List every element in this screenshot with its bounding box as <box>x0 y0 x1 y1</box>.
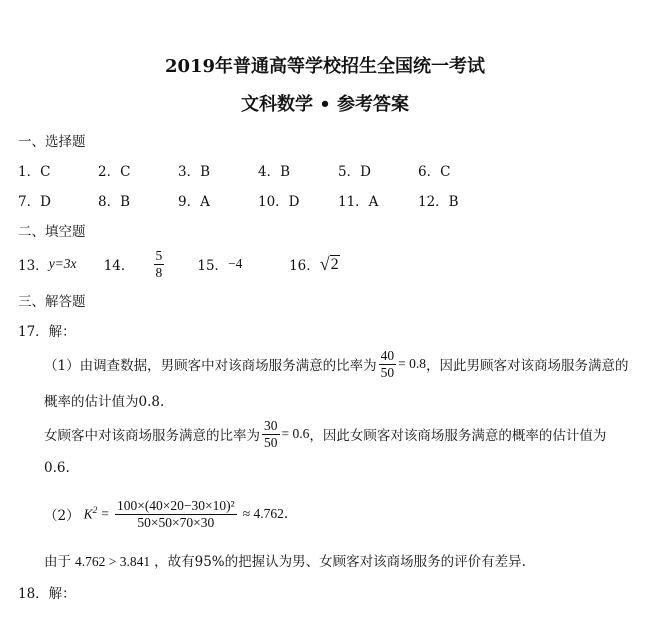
chi-square-result: ≈ 4.762 <box>242 506 284 521</box>
q18-label: 18．解： <box>18 586 76 602</box>
q17-part1-value: = 0.8 <box>398 356 426 371</box>
chi-square-denominator: 50×50×70×30 <box>137 514 215 530</box>
k-exponent: 2 <box>92 505 98 516</box>
q13-number: 13． <box>18 258 49 274</box>
q17-part1b-line <box>44 414 606 454</box>
q17-part1-line <box>44 344 628 384</box>
q17-part2-conclusion <box>44 550 526 570</box>
chi-square-numerator: 100×(40×20−30×10)² <box>116 497 235 513</box>
q17-part1b-value: = 0.6 <box>281 426 310 441</box>
q17-part1-fraction <box>379 348 397 380</box>
q17-label: 17．解： <box>18 324 76 340</box>
q17-part1b-numerator: 30 <box>264 417 278 433</box>
q14-numerator: 5 <box>155 247 163 263</box>
chi-square-end: . <box>283 506 289 522</box>
q15-answer: −4 <box>228 256 243 271</box>
q17-part1-text: （1）由调查数据，男顾客中对该商场服务满意的比率为 <box>44 358 377 374</box>
equals-sign: = <box>101 506 109 521</box>
section-heading-choice: 一、选择题 <box>18 134 86 150</box>
q17-part1b-conclusion: ，因此女顾客对该商场服务满意的概率的估计值为 <box>309 428 607 444</box>
q17-part1-continued: 概率的估计值为0.8. <box>44 394 165 410</box>
q14-fraction <box>136 248 181 280</box>
q14-number: 14． <box>103 258 135 274</box>
k-symbol: K <box>83 506 93 522</box>
q14-denominator: 8 <box>155 264 163 280</box>
q17-part1b-denominator: 50 <box>264 434 278 450</box>
choice-row-2 <box>18 190 498 210</box>
choice-row-1 <box>18 160 498 180</box>
q17-part1-conclusion: ，因此男顾客对该商场服务满意的 <box>425 358 629 374</box>
q17-part2-line <box>44 492 288 536</box>
q17-part2-conclusion-text: ，故有95%的把握认为男、女顾客对该商场服务的评价有差异. <box>154 554 526 570</box>
section-heading-fill: 二、填空题 <box>18 224 86 240</box>
answer-12: 12．B <box>418 194 459 210</box>
q17-part2-conclusion-prefix: 由于 <box>44 554 71 570</box>
fill-row <box>18 244 340 284</box>
q17-part2-prefix: （2） <box>44 508 80 524</box>
k-squared <box>84 506 98 523</box>
q13-answer: y=3x <box>48 256 77 271</box>
page-subtitle: 文科数学 • 参考答案 <box>240 94 410 115</box>
q17-part1b-text: 女顾客中对该商场服务满意的比率为 <box>44 428 260 444</box>
answer-2: 2．C <box>98 164 131 180</box>
answer-1: 1．C <box>18 164 51 180</box>
q16-number: 16． <box>289 258 320 274</box>
q17-part2-comparison: 4.762 > 3.841 <box>75 554 151 569</box>
page-title: 2019年普通高等学校招生全国统一考试 <box>164 56 486 77</box>
q17-part1-denominator: 50 <box>380 364 395 380</box>
chi-square-fraction <box>115 498 237 530</box>
answer-6: 6．C <box>418 164 451 180</box>
section-heading-solution: 三、解答题 <box>18 294 86 310</box>
q15-number: 15． <box>197 258 229 274</box>
answer-5: 5．D <box>338 164 371 180</box>
sqrt-icon: √ <box>319 254 330 275</box>
q16-sqrt <box>320 255 340 274</box>
answer-3: 3．B <box>178 164 211 180</box>
answer-8: 8．B <box>98 194 131 210</box>
answer-9: 9．A <box>178 194 210 210</box>
answer-7: 7．D <box>18 194 51 210</box>
q17-part1-numerator: 40 <box>380 347 395 363</box>
answer-4: 4．B <box>258 164 291 180</box>
answer-11: 11．A <box>338 194 379 210</box>
q16-radicand: 2 <box>330 255 339 273</box>
q17-part1b-fraction <box>262 418 280 450</box>
answer-10: 10．D <box>258 194 300 210</box>
q17-part1b-continued: 0.6. <box>44 460 70 476</box>
